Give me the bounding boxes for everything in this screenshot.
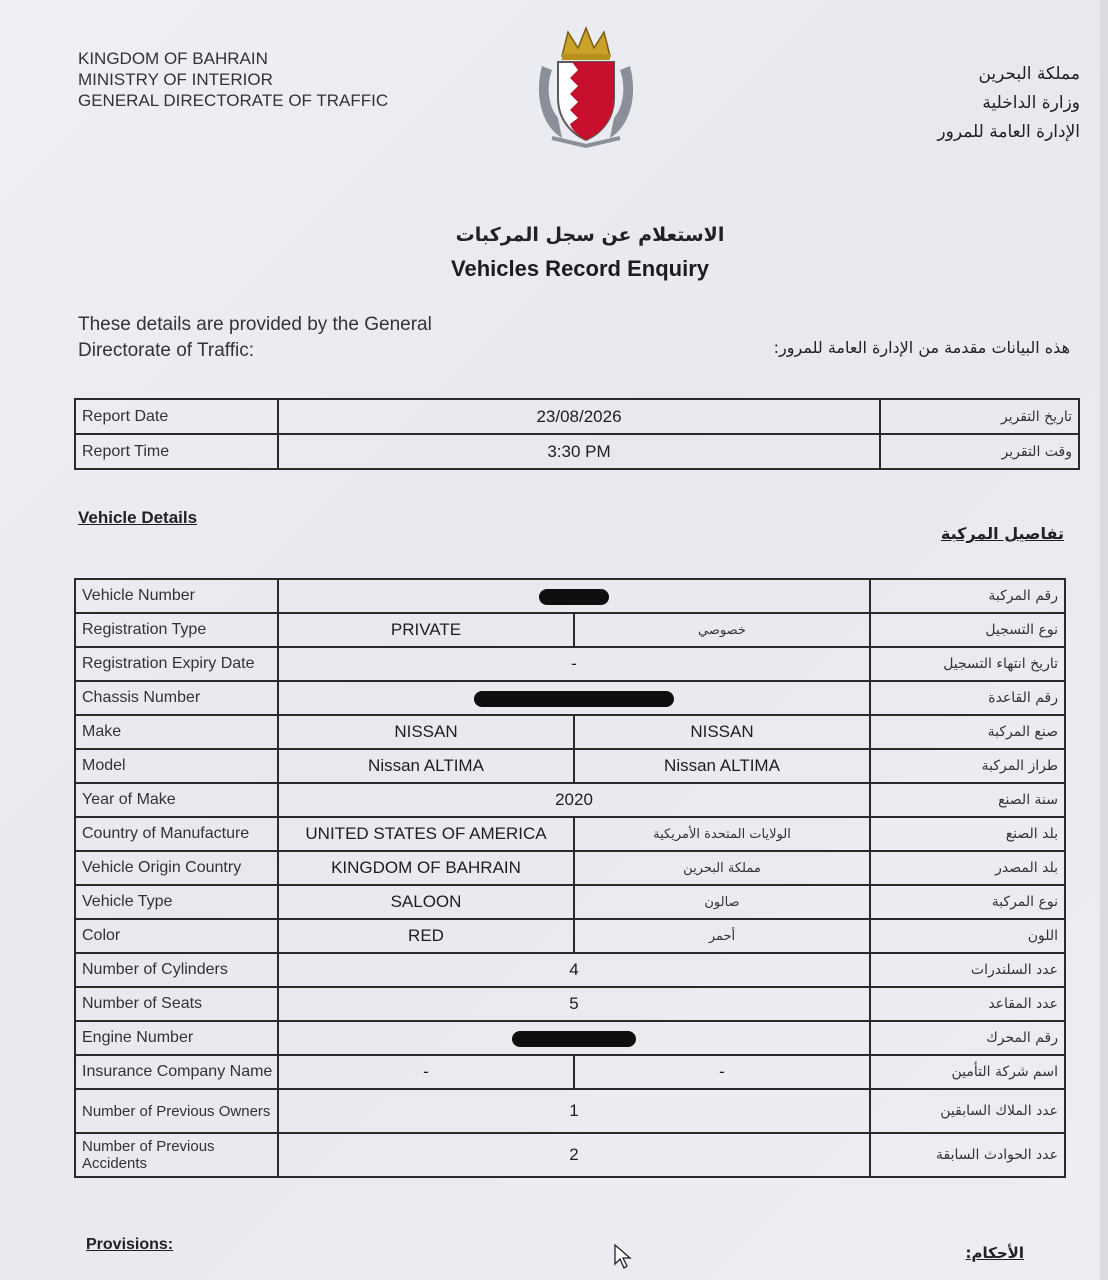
field-value: - [278, 1055, 574, 1089]
field-label: Vehicle Number [75, 579, 278, 613]
field-label: Engine Number [75, 1021, 278, 1055]
table-row [75, 1089, 1065, 1133]
table-row [75, 987, 1065, 1021]
field-value: 2020 [278, 783, 870, 817]
header-ar-directorate: الإدارة العامة للمرور [937, 122, 1080, 142]
table-row [75, 919, 1065, 953]
field-label-ar: عدد الملاك السابقين [870, 1089, 1065, 1133]
field-value: PRIVATE [278, 613, 574, 647]
field-label: Make [75, 715, 278, 749]
field-value: 5 [278, 987, 870, 1021]
table-row [75, 749, 1065, 783]
field-value: 4 [278, 953, 870, 987]
field-label-ar: اللون [870, 919, 1065, 953]
field-label-ar: طراز المركبة [870, 749, 1065, 783]
field-value-redacted [278, 579, 870, 613]
intro-english: These details are provided by the General Directorate of Traffic: [78, 314, 432, 361]
title-arabic: الاستعلام عن سجل المركبات [455, 224, 725, 246]
field-label-ar: صنع المركبة [870, 715, 1065, 749]
header-line-ministry: MINISTRY OF INTERIOR [78, 70, 273, 89]
title-english: Vehicles Record Enquiry [451, 256, 709, 281]
report-time-label-ar: وقت التقرير [880, 434, 1079, 469]
header-english [78, 48, 388, 111]
field-label-ar: عدد الحوادث السابقة [870, 1133, 1065, 1177]
table-row [75, 715, 1065, 749]
field-label-ar: رقم المركبة [870, 579, 1065, 613]
field-label-ar: رقم القاعدة [870, 681, 1065, 715]
field-label-ar: رقم المحرك [870, 1021, 1065, 1055]
field-value-ar: أحمر [574, 919, 870, 953]
mouse-cursor-icon [614, 1244, 632, 1270]
table-row [75, 1055, 1065, 1089]
redaction-mark [512, 1031, 636, 1047]
redaction-mark [474, 691, 674, 707]
field-value: Nissan ALTIMA [278, 749, 574, 783]
field-value-ar: مملكة البحرين [574, 851, 870, 885]
table-row [75, 579, 1065, 613]
provisions-heading: Provisions: [86, 1236, 174, 1253]
field-value-ar: Nissan ALTIMA [574, 749, 870, 783]
field-label: Insurance Company Name [75, 1055, 278, 1089]
field-label: Number of Seats [75, 987, 278, 1021]
field-label: Year of Make [75, 783, 278, 817]
field-label: Chassis Number [75, 681, 278, 715]
table-row [75, 681, 1065, 715]
field-label: Model [75, 749, 278, 783]
field-value: NISSAN [278, 715, 574, 749]
table-row [75, 1133, 1065, 1177]
field-value: UNITED STATES OF AMERICA [278, 817, 574, 851]
bahrain-emblem-icon [532, 26, 640, 150]
field-value: 1 [278, 1089, 870, 1133]
field-value-redacted [278, 681, 870, 715]
field-value-redacted [278, 1021, 870, 1055]
report-table [74, 398, 1080, 470]
field-label-ar: نوع المركبة [870, 885, 1065, 919]
report-date-label: Report Date [75, 399, 278, 434]
field-label: Registration Expiry Date [75, 647, 278, 681]
table-row [75, 647, 1065, 681]
table-row [75, 817, 1065, 851]
provisions-heading-ar: الأحكام: [965, 1244, 1024, 1262]
field-value: 2 [278, 1133, 870, 1177]
header-arabic [780, 60, 1080, 147]
table-row [75, 851, 1065, 885]
table-row [75, 1021, 1065, 1055]
field-label: Number of Previous Accidents [75, 1133, 278, 1177]
field-value-ar: - [574, 1055, 870, 1089]
field-label-ar: عدد السلندرات [870, 953, 1065, 987]
field-value: SALOON [278, 885, 574, 919]
field-label: Country of Manufacture [75, 817, 278, 851]
field-value-ar: خصوصي [574, 613, 870, 647]
table-row [75, 434, 1079, 469]
intro-arabic: هذه البيانات مقدمة من الإدارة العامة للمرور: [773, 338, 1070, 357]
vehicle-details-heading: Vehicle Details [78, 508, 198, 527]
field-label: Number of Cylinders [75, 953, 278, 987]
redaction-mark [539, 589, 609, 605]
field-value-ar: NISSAN [574, 715, 870, 749]
field-value: KINGDOM OF BAHRAIN [278, 851, 574, 885]
vehicle-details-heading-ar: تفاصيل المركبة [940, 524, 1064, 543]
field-value: RED [278, 919, 574, 953]
field-label-ar: تاريخ انتهاء التسجيل [870, 647, 1065, 681]
field-label-ar: بلد المصدر [870, 851, 1065, 885]
table-row [75, 953, 1065, 987]
header-ar-kingdom: مملكة البحرين [978, 64, 1080, 84]
table-row [75, 885, 1065, 919]
field-label: Color [75, 919, 278, 953]
field-value-ar: الولايات المتحدة الأمريكية [574, 817, 870, 851]
field-label: Number of Previous Owners [75, 1089, 278, 1133]
table-row [75, 613, 1065, 647]
header-line-directorate: GENERAL DIRECTORATE OF TRAFFIC [78, 91, 389, 110]
header-line-kingdom: KINGDOM OF BAHRAIN [78, 49, 268, 68]
report-date-value: 23/08/2026 [278, 399, 880, 434]
field-label-ar: بلد الصنع [870, 817, 1065, 851]
report-time-value: 3:30 PM [278, 434, 880, 469]
report-time-label: Report Time [75, 434, 278, 469]
table-row [75, 399, 1079, 434]
field-label-ar: عدد المقاعد [870, 987, 1065, 1021]
report-date-label-ar: تاريخ التقرير [880, 399, 1079, 434]
vehicle-details-table [74, 578, 1066, 1178]
field-label-ar: سنة الصنع [870, 783, 1065, 817]
field-label: Registration Type [75, 613, 278, 647]
field-label: Vehicle Origin Country [75, 851, 278, 885]
field-value: - [278, 647, 870, 681]
header-ar-ministry: وزارة الداخلية [982, 93, 1080, 113]
table-row [75, 783, 1065, 817]
field-label: Vehicle Type [75, 885, 278, 919]
field-value-ar: صالون [574, 885, 870, 919]
field-label-ar: نوع التسجيل [870, 613, 1065, 647]
field-label-ar: اسم شركة التأمين [870, 1055, 1065, 1089]
